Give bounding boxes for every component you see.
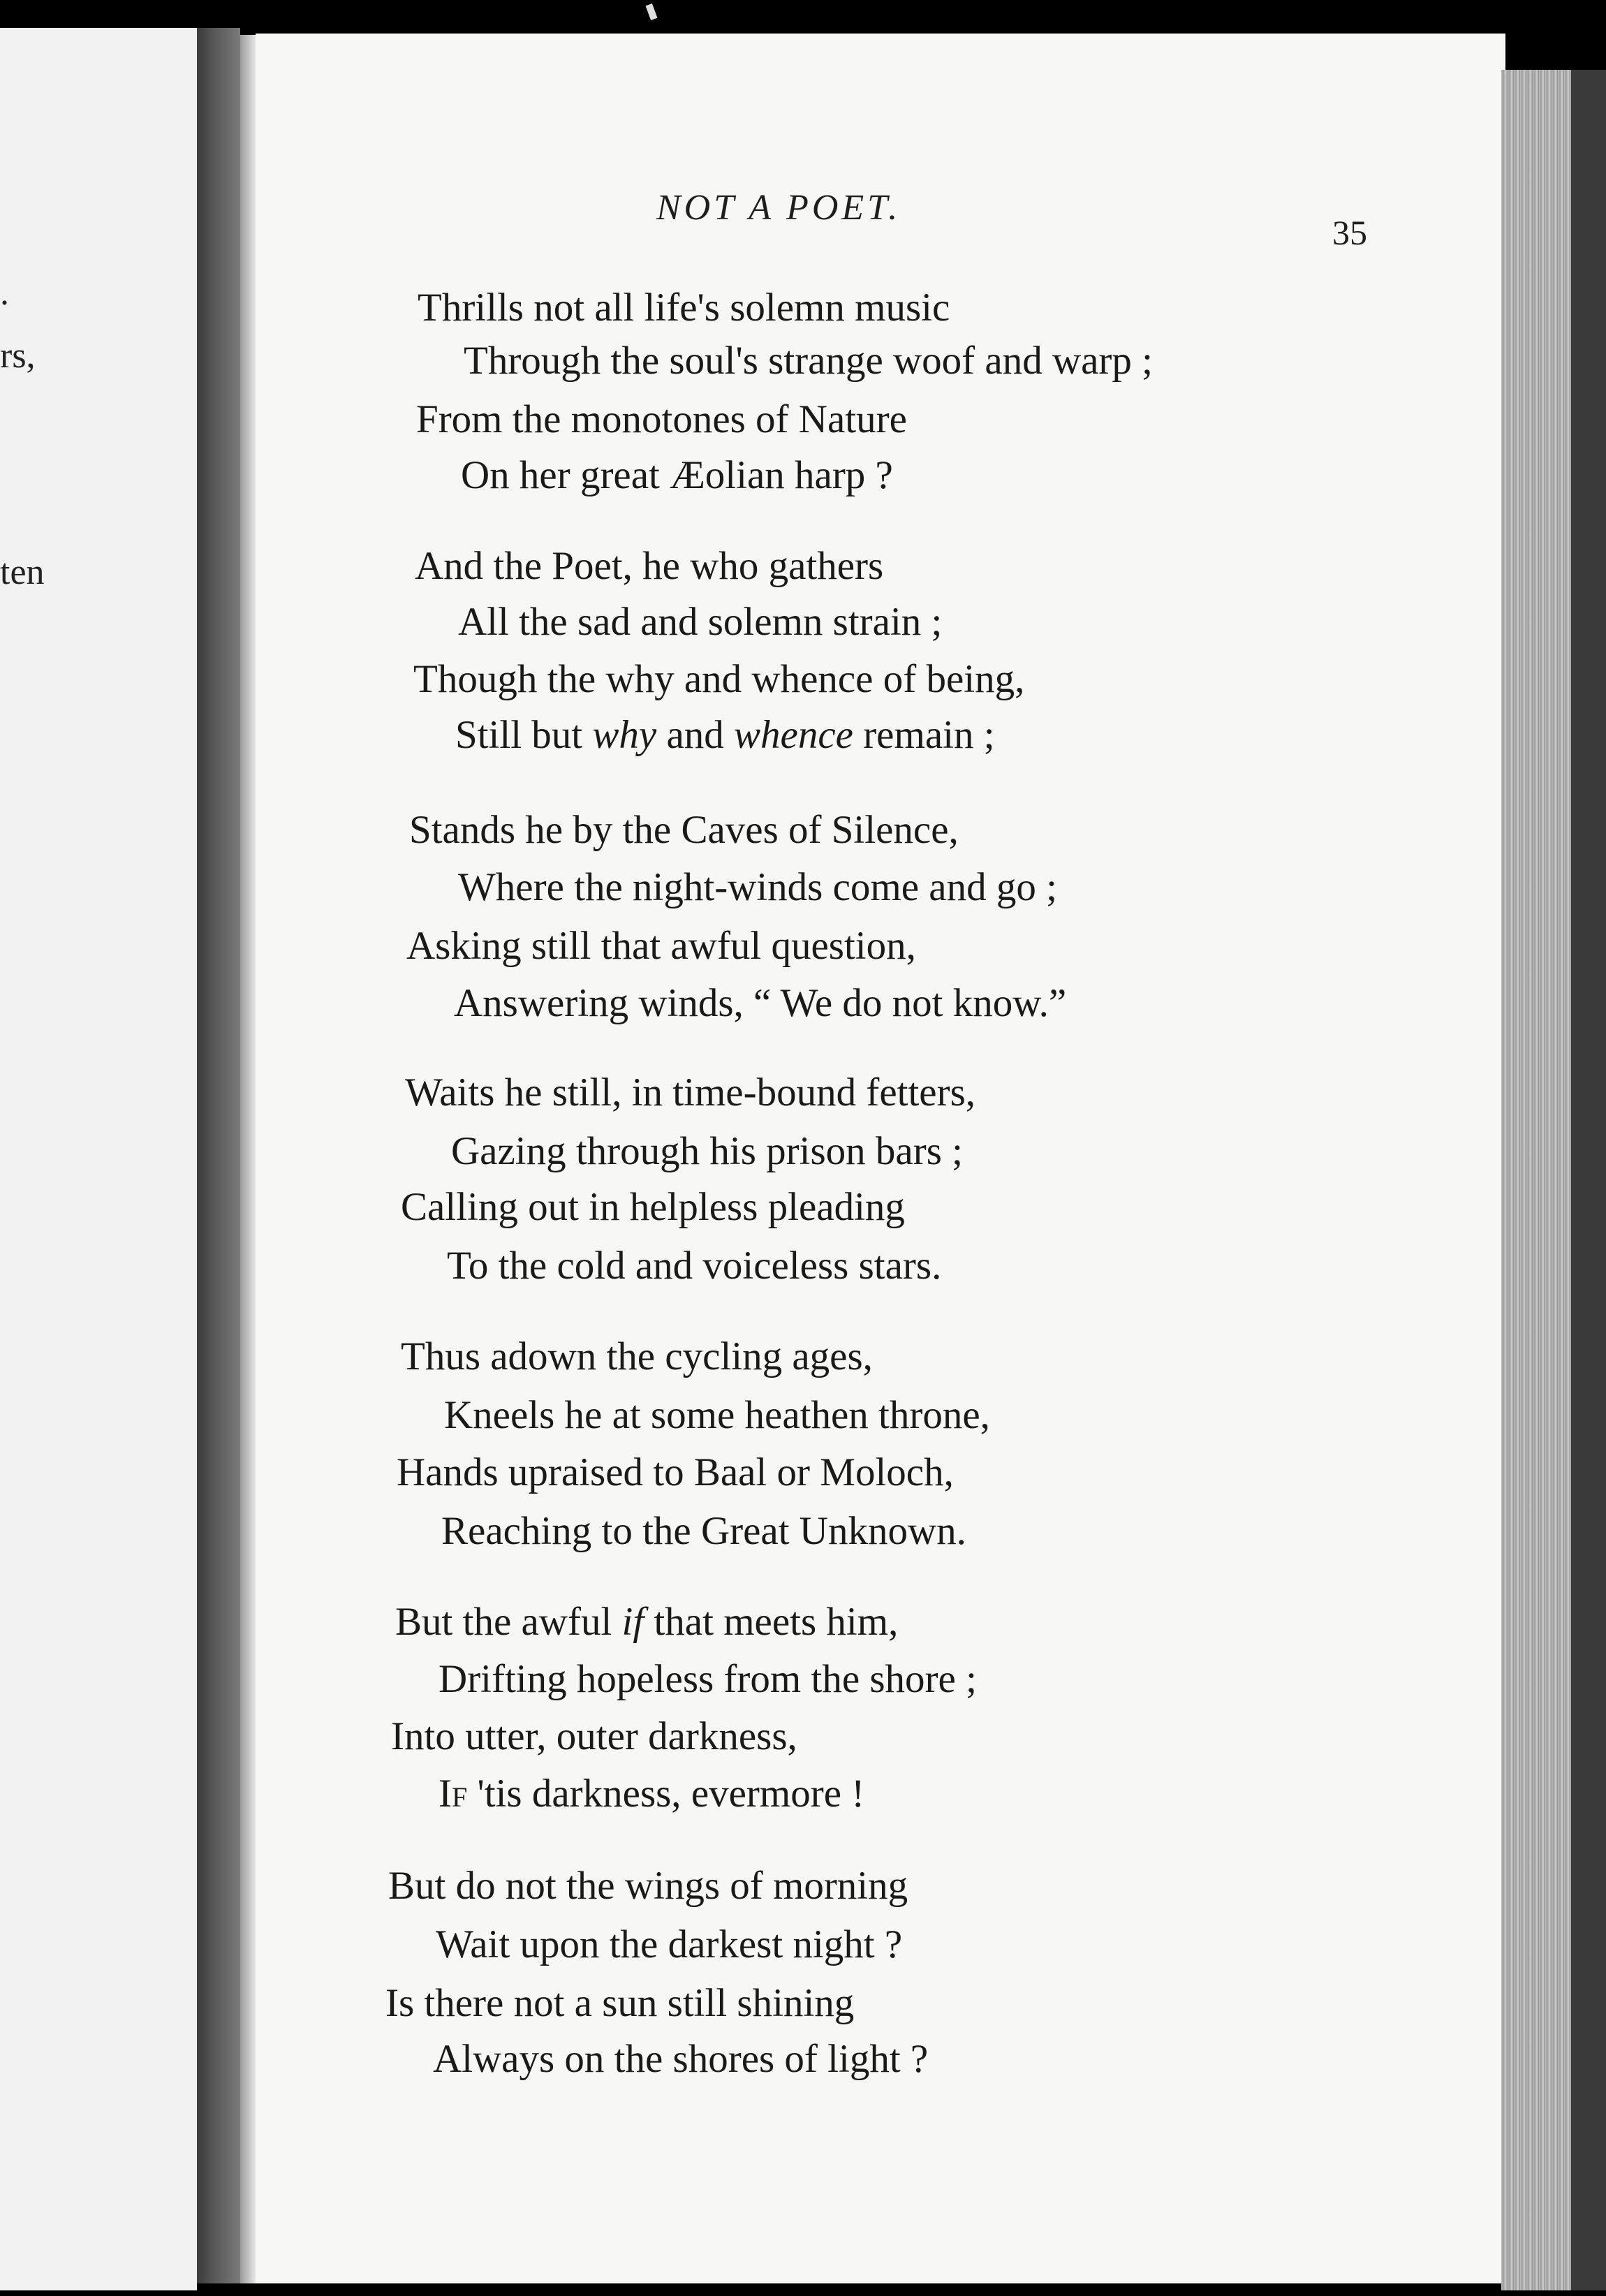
page-number: 35 bbox=[1332, 213, 1367, 252]
poem-line: Reaching to the Great Unknown. bbox=[441, 1509, 966, 1553]
poem-line: Answering winds, “ We do not know.” bbox=[454, 981, 1067, 1025]
poem-line: Drifting hopeless from the shore ; bbox=[439, 1657, 977, 1701]
poem-line: Calling out in helpless pleading bbox=[401, 1185, 905, 1229]
poem-line: Stands he by the Caves of Silence, bbox=[409, 808, 959, 852]
poem-line: If 'tis darkness, evermore ! bbox=[439, 1772, 865, 1816]
poem-line: On her great Æolian harp ? bbox=[461, 453, 893, 497]
poem-line: Waits he still, in time-bound fetters, bbox=[405, 1070, 976, 1114]
left-page-fragment: rs, bbox=[0, 336, 36, 376]
left-page-fragment: . bbox=[0, 273, 9, 313]
poem-line: But the awful if that meets him, bbox=[395, 1600, 899, 1644]
poem-line: Gazing through his prison bars ; bbox=[451, 1129, 963, 1173]
poem-line: Thrills not all life's solemn music bbox=[418, 286, 950, 330]
poem-line: Where the night-winds come and go ; bbox=[458, 865, 1057, 909]
poem-line: But do not the wings of morning bbox=[388, 1864, 908, 1908]
poem-line: Kneels he at some heathen throne, bbox=[444, 1393, 990, 1437]
poem-line: Wait upon the darkest night ? bbox=[436, 1922, 903, 1966]
poem-line: Asking still that awful question, bbox=[406, 924, 916, 968]
running-head: NOT A POET. bbox=[656, 188, 901, 228]
left-page-fragment: ten bbox=[0, 552, 45, 592]
poem-line: Hands upraised to Baal or Moloch, bbox=[397, 1450, 954, 1494]
poem-line: Always on the shores of light ? bbox=[433, 2037, 929, 2081]
poem-line: Thus adown the cycling ages, bbox=[401, 1334, 873, 1378]
poem-line: Is there not a sun still shining bbox=[385, 1981, 855, 2025]
poem-line: Still but why and whence remain ; bbox=[455, 713, 995, 757]
poem-line: Into utter, outer darkness, bbox=[391, 1714, 797, 1758]
poem-line: Though the why and whence of being, bbox=[413, 657, 1025, 701]
poem-line: To the cold and voiceless stars. bbox=[447, 1244, 942, 1288]
poem-line: Through the soul's strange woof and warp ; bbox=[464, 339, 1153, 383]
poem-line: All the sad and solemn strain ; bbox=[458, 600, 943, 644]
poem-line: And the Poet, he who gathers bbox=[415, 544, 884, 588]
poem-line: From the monotones of Nature bbox=[416, 397, 907, 441]
